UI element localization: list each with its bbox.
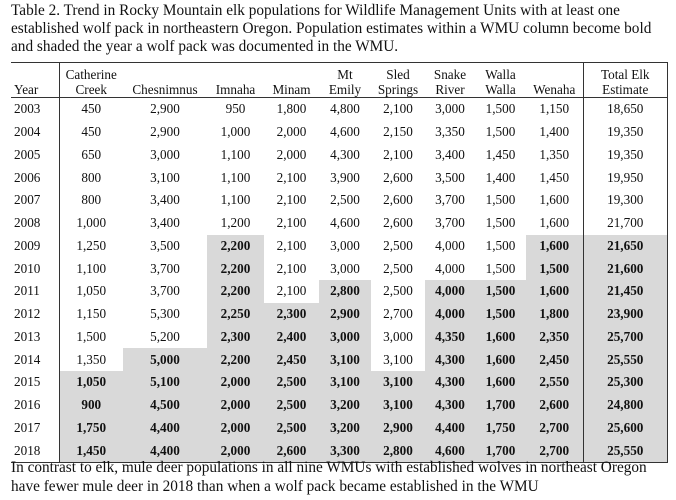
value-cell-minam: 2,450 — [264, 348, 319, 371]
year-cell: 2011 — [11, 280, 59, 303]
table-row — [11, 303, 667, 326]
value-cell-imnaha: 2,200 — [207, 280, 264, 303]
value-cell-snake-river: 4,600 — [425, 439, 475, 462]
value-cell-mt-emily: 3,100 — [319, 348, 371, 371]
value-cell-catherine-creek: 450 — [81, 124, 102, 140]
value-cell-snake-river: 4,000 — [435, 237, 465, 253]
value-cell-imnaha: 1,100 — [220, 169, 251, 185]
table-body — [11, 98, 667, 463]
value-cell-walla-walla: 1,600 — [475, 371, 526, 394]
header-imnaha: Imnaha — [207, 63, 264, 98]
value-cell-mt-emily: 3,000 — [330, 237, 360, 253]
header-chesnimnus: Chesnimnus — [123, 63, 207, 98]
value-cell-imnaha: 950 — [225, 101, 246, 117]
table-row — [11, 98, 667, 121]
table-row — [11, 371, 667, 394]
value-cell-chesnimnus: 5,200 — [150, 328, 180, 344]
table-row — [11, 189, 667, 212]
value-cell-imnaha: 1,100 — [220, 146, 251, 162]
table-row — [11, 348, 667, 371]
value-cell-chesnimnus: 3,700 — [150, 283, 180, 299]
value-cell-catherine-creek: 1,350 — [76, 351, 107, 367]
value-cell-walla-walla: 1,600 — [475, 348, 526, 371]
value-cell-imnaha: 2,200 — [207, 348, 264, 371]
value-cell-chesnimnus: 4,500 — [123, 394, 207, 417]
value-cell-minam: 2,000 — [276, 124, 307, 140]
total-cell: 25,550 — [583, 348, 667, 371]
value-cell-walla-walla: 1,700 — [475, 394, 526, 417]
value-cell-chesnimnus: 4,400 — [123, 439, 207, 462]
value-cell-wenaha: 2,450 — [526, 348, 583, 371]
value-cell-walla-walla: 1,500 — [485, 215, 516, 231]
value-cell-mt-emily: 4,600 — [330, 215, 360, 231]
value-cell-mt-emily: 3,300 — [319, 439, 371, 462]
elk-population-table — [11, 63, 667, 462]
value-cell-snake-river: 3,350 — [435, 124, 465, 140]
value-cell-sled-springs: 2,150 — [383, 124, 413, 140]
header-mt-emily: Mt Emily — [319, 63, 371, 98]
total-cell: 21,450 — [583, 280, 667, 303]
value-cell-wenaha: 1,400 — [539, 124, 570, 140]
year-cell: 2015 — [11, 371, 59, 394]
value-cell-snake-river: 4,350 — [425, 326, 475, 349]
value-cell-wenaha: 1,150 — [539, 101, 570, 117]
value-cell-wenaha: 2,550 — [526, 371, 583, 394]
value-cell-sled-springs: 2,800 — [371, 439, 425, 462]
total-cell: 19,950 — [583, 166, 667, 189]
total-cell: 19,350 — [583, 121, 667, 144]
value-cell-snake-river: 4,000 — [425, 280, 475, 303]
value-cell-imnaha: 1,100 — [220, 192, 251, 208]
year-cell: 2014 — [11, 348, 59, 371]
value-cell-sled-springs: 2,600 — [383, 169, 413, 185]
total-cell: 24,800 — [583, 394, 667, 417]
value-cell-mt-emily: 3,900 — [330, 169, 360, 185]
value-cell-mt-emily: 3,000 — [330, 260, 360, 276]
value-cell-chesnimnus: 3,500 — [150, 237, 180, 253]
value-cell-catherine-creek: 800 — [81, 169, 102, 185]
value-cell-catherine-creek: 1,750 — [59, 417, 123, 440]
value-cell-snake-river: 3,000 — [435, 101, 465, 117]
table-row — [11, 326, 667, 349]
value-cell-snake-river: 3,700 — [435, 192, 465, 208]
header-catherine-creek: Catherine Creek — [59, 63, 123, 98]
table-row — [11, 394, 667, 417]
value-cell-chesnimnus: 3,700 — [150, 260, 180, 276]
value-cell-catherine-creek: 1,100 — [76, 260, 107, 276]
value-cell-minam: 2,100 — [276, 192, 307, 208]
value-cell-wenaha: 1,350 — [539, 146, 570, 162]
value-cell-sled-springs: 2,500 — [383, 283, 413, 299]
value-cell-sled-springs: 3,100 — [371, 394, 425, 417]
year-cell: 2012 — [11, 303, 59, 326]
value-cell-wenaha: 1,600 — [539, 192, 570, 208]
value-cell-chesnimnus: 4,400 — [123, 417, 207, 440]
value-cell-catherine-creek: 1,050 — [76, 283, 107, 299]
total-cell: 19,350 — [583, 144, 667, 167]
value-cell-walla-walla: 1,500 — [485, 260, 516, 276]
value-cell-catherine-creek: 650 — [81, 146, 102, 162]
value-cell-mt-emily: 2,800 — [319, 280, 371, 303]
value-cell-mt-emily: 3,100 — [319, 371, 371, 394]
year-cell: 2013 — [11, 326, 59, 349]
value-cell-catherine-creek: 1,050 — [59, 371, 123, 394]
value-cell-wenaha: 1,800 — [526, 303, 583, 326]
value-cell-mt-emily: 2,500 — [330, 192, 360, 208]
total-cell: 25,550 — [583, 439, 667, 462]
value-cell-wenaha: 1,450 — [539, 169, 570, 185]
value-cell-mt-emily: 4,600 — [330, 124, 360, 140]
total-cell: 25,600 — [583, 417, 667, 440]
value-cell-minam: 2,500 — [264, 417, 319, 440]
value-cell-chesnimnus: 3,100 — [150, 169, 180, 185]
value-cell-minam: 2,000 — [276, 146, 307, 162]
value-cell-wenaha: 1,600 — [539, 215, 570, 231]
value-cell-snake-river: 4,400 — [425, 417, 475, 440]
value-cell-chesnimnus: 3,000 — [150, 146, 180, 162]
value-cell-walla-walla: 1,400 — [485, 169, 516, 185]
value-cell-chesnimnus: 3,400 — [150, 192, 180, 208]
value-cell-catherine-creek: 1,150 — [76, 306, 107, 322]
value-cell-imnaha: 2,200 — [207, 235, 264, 258]
value-cell-wenaha: 2,350 — [526, 326, 583, 349]
value-cell-wenaha: 2,600 — [526, 394, 583, 417]
value-cell-walla-walla: 1,450 — [485, 146, 516, 162]
value-cell-snake-river: 4,000 — [425, 303, 475, 326]
value-cell-catherine-creek: 1,450 — [59, 439, 123, 462]
value-cell-imnaha: 1,200 — [220, 215, 251, 231]
year-cell: 2016 — [11, 394, 59, 417]
value-cell-sled-springs: 3,100 — [383, 351, 413, 367]
value-cell-walla-walla: 1,600 — [475, 326, 526, 349]
year-cell: 2006 — [11, 166, 59, 189]
year-cell: 2007 — [11, 189, 59, 212]
value-cell-chesnimnus: 2,900 — [150, 101, 180, 117]
total-cell: 23,900 — [583, 303, 667, 326]
total-cell: 25,300 — [583, 371, 667, 394]
value-cell-imnaha: 2,000 — [207, 371, 264, 394]
header-wenaha: Wenaha — [526, 63, 583, 98]
year-cell: 2009 — [11, 235, 59, 258]
value-cell-catherine-creek: 1,000 — [76, 215, 107, 231]
table-caption: Table 2. Trend in Rocky Mountain elk populations for Wildlife Management Units with at least one established wolf pack in northeastern Oregon. Population estimates within a WMU column become bold and shaded the year a wolf pack was documented in the WMU. — [11, 2, 652, 55]
table-row — [11, 166, 667, 189]
value-cell-chesnimnus: 5,300 — [150, 306, 180, 322]
header-year: Year — [11, 63, 59, 98]
header-snake-river: Snake River — [425, 63, 475, 98]
value-cell-sled-springs: 2,500 — [383, 260, 413, 276]
value-cell-minam: 2,100 — [276, 169, 307, 185]
total-cell: 19,300 — [583, 189, 667, 212]
value-cell-mt-emily: 3,000 — [319, 326, 371, 349]
table-header — [11, 63, 667, 98]
value-cell-sled-springs: 2,500 — [383, 237, 413, 253]
value-cell-chesnimnus: 3,400 — [150, 215, 180, 231]
value-cell-walla-walla: 1,500 — [485, 192, 516, 208]
year-cell: 2010 — [11, 257, 59, 280]
header-row — [11, 63, 667, 98]
value-cell-minam: 2,500 — [264, 394, 319, 417]
value-cell-wenaha: 2,700 — [526, 417, 583, 440]
value-cell-walla-walla: 1,500 — [485, 124, 516, 140]
value-cell-imnaha: 2,000 — [207, 439, 264, 462]
total-cell: 18,650 — [583, 98, 667, 121]
year-cell: 2003 — [11, 98, 59, 121]
value-cell-walla-walla: 1,700 — [475, 439, 526, 462]
value-cell-imnaha: 2,250 — [207, 303, 264, 326]
table-row — [11, 280, 667, 303]
value-cell-mt-emily: 2,900 — [319, 303, 371, 326]
value-cell-mt-emily: 3,200 — [319, 417, 371, 440]
total-cell: 21,700 — [583, 212, 667, 235]
value-cell-chesnimnus: 2,900 — [150, 124, 180, 140]
value-cell-chesnimnus: 5,000 — [123, 348, 207, 371]
value-cell-wenaha: 2,700 — [526, 439, 583, 462]
value-cell-wenaha: 1,600 — [526, 235, 583, 258]
value-cell-catherine-creek: 900 — [59, 394, 123, 417]
value-cell-minam: 2,100 — [276, 260, 307, 276]
value-cell-sled-springs: 3,000 — [383, 328, 413, 344]
value-cell-minam: 1,800 — [276, 101, 307, 117]
value-cell-mt-emily: 4,300 — [330, 146, 360, 162]
value-cell-imnaha: 2,300 — [207, 326, 264, 349]
value-cell-sled-springs: 2,600 — [383, 192, 413, 208]
value-cell-minam: 2,600 — [264, 439, 319, 462]
year-cell: 2018 — [11, 439, 59, 462]
value-cell-mt-emily: 3,200 — [319, 394, 371, 417]
value-cell-catherine-creek: 1,500 — [76, 328, 107, 344]
value-cell-wenaha: 1,500 — [526, 257, 583, 280]
value-cell-walla-walla: 1,750 — [475, 417, 526, 440]
value-cell-snake-river: 4,000 — [435, 260, 465, 276]
value-cell-walla-walla: 1,500 — [475, 280, 526, 303]
total-cell: 21,600 — [583, 257, 667, 280]
table-row — [11, 144, 667, 167]
table-row — [11, 212, 667, 235]
elk-population-table-container — [11, 62, 668, 463]
value-cell-minam: 2,300 — [264, 303, 319, 326]
value-cell-catherine-creek: 800 — [81, 192, 102, 208]
year-cell: 2008 — [11, 212, 59, 235]
value-cell-snake-river: 4,300 — [425, 348, 475, 371]
value-cell-imnaha: 2,000 — [207, 394, 264, 417]
value-cell-walla-walla: 1,500 — [485, 101, 516, 117]
value-cell-walla-walla: 1,500 — [475, 303, 526, 326]
header-minam: Minam — [264, 63, 319, 98]
value-cell-sled-springs: 3,100 — [371, 371, 425, 394]
value-cell-sled-springs: 2,900 — [371, 417, 425, 440]
header-sled-springs: Sled Springs — [371, 63, 425, 98]
value-cell-chesnimnus: 5,100 — [123, 371, 207, 394]
value-cell-snake-river: 4,300 — [425, 371, 475, 394]
value-cell-mt-emily: 4,800 — [330, 101, 360, 117]
table-row — [11, 121, 667, 144]
value-cell-snake-river: 3,500 — [435, 169, 465, 185]
value-cell-minam: 2,100 — [276, 215, 307, 231]
year-cell: 2017 — [11, 417, 59, 440]
value-cell-imnaha: 2,200 — [207, 257, 264, 280]
table-row — [11, 235, 667, 258]
total-cell: 21,650 — [583, 235, 667, 258]
value-cell-catherine-creek: 1,250 — [76, 237, 107, 253]
value-cell-minam: 2,400 — [264, 326, 319, 349]
table-row — [11, 257, 667, 280]
total-cell: 25,700 — [583, 326, 667, 349]
value-cell-imnaha: 1,000 — [220, 124, 251, 140]
value-cell-catherine-creek: 450 — [81, 101, 102, 117]
value-cell-minam: 2,100 — [276, 237, 307, 253]
value-cell-wenaha: 1,600 — [526, 280, 583, 303]
value-cell-sled-springs: 2,600 — [383, 215, 413, 231]
value-cell-snake-river: 4,300 — [425, 394, 475, 417]
value-cell-minam: 2,100 — [276, 283, 307, 299]
value-cell-walla-walla: 1,500 — [485, 237, 516, 253]
header-total-elk-estimate: Total Elk Estimate — [583, 63, 667, 98]
year-cell: 2004 — [11, 121, 59, 144]
header-walla-walla: Walla Walla — [475, 63, 526, 98]
value-cell-minam: 2,500 — [264, 371, 319, 394]
value-cell-sled-springs: 2,700 — [383, 306, 413, 322]
value-cell-snake-river: 3,700 — [435, 215, 465, 231]
footer-paragraph: In contrast to elk, mule deer populations in all nine WMUs with established wolves in northeast Oregon have fewer mule deer in 2018 than when a wolf pack became established in the WMU — [11, 459, 647, 495]
value-cell-sled-springs: 2,100 — [383, 101, 413, 117]
year-cell: 2005 — [11, 144, 59, 167]
value-cell-imnaha: 2,000 — [207, 417, 264, 440]
table-row — [11, 417, 667, 440]
value-cell-sled-springs: 2,100 — [383, 146, 413, 162]
value-cell-snake-river: 3,400 — [435, 146, 465, 162]
